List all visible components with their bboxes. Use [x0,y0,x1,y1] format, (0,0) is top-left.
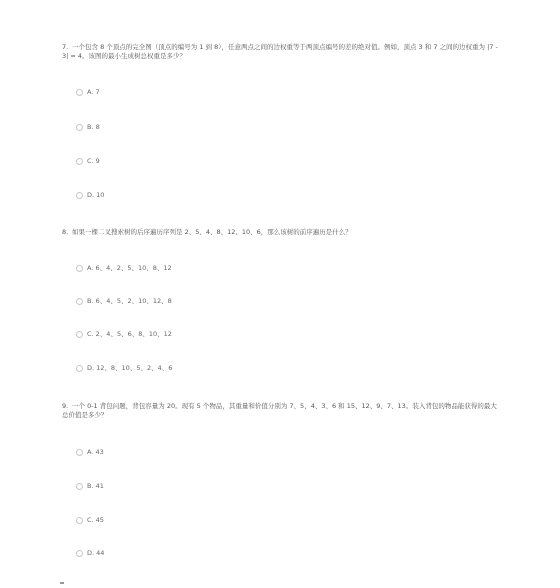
option-label: D. 12、8、10、5、2、4、6 [87,364,173,372]
question-7-text: 7. 一个包含 8 个顶点的完全图（顶点的编号为 1 到 8），任意两点之间的边权重等于两顶点编号的差的绝对值。例如，顶点 3 和 7 之间的边权重为 |7 - 3| = 4。该图的最小生成树总权重是多少？ [62,43,498,60]
option-label: D. 44 [87,549,105,557]
option-label: B. 6、4、5、2、10、12、8 [87,297,172,305]
question-8-option-c[interactable] [76,330,172,338]
radio-icon[interactable] [76,449,83,456]
option-label: C. 45 [87,516,104,524]
question-8-number: 8. [62,228,69,236]
question-8 [62,228,502,237]
question-7-option-b[interactable] [76,123,100,131]
question-7-option-a[interactable] [76,88,100,96]
question-9-text: 9. 一个 0-1 背包问题，背包容量为 20。现有 5 个物品，其重量和价值分别为 7、5、4、3、6 和 15、12、9、7、13。装入背包的物品能获得的最大总价值是多少？ [62,402,497,419]
radio-icon[interactable] [76,550,83,557]
question-7-number: 7. [62,43,69,51]
radio-icon[interactable] [76,124,83,131]
option-label: A. 6、4、2、5、10、8、12 [87,264,172,272]
divider-mark [60,582,64,584]
question-8-option-b[interactable] [76,297,172,305]
question-9-option-b[interactable] [76,482,104,490]
question-7-option-d[interactable] [76,191,104,199]
option-label: B. 8 [87,123,100,131]
question-9-option-c[interactable] [76,516,104,524]
radio-icon[interactable] [76,365,83,372]
radio-icon[interactable] [76,265,83,272]
radio-icon[interactable] [76,483,83,490]
question-9-number: 9. [62,402,69,410]
option-label: B. 41 [87,482,104,490]
radio-icon[interactable] [76,192,83,199]
question-9-option-d[interactable] [76,549,104,557]
question-9 [62,402,502,420]
question-9-option-a[interactable] [76,448,104,456]
question-7 [62,43,502,61]
radio-icon[interactable] [76,158,83,165]
question-8-option-d[interactable] [76,364,172,372]
question-7-option-c[interactable] [76,157,100,165]
question-8-option-a[interactable] [76,264,172,272]
option-label: C. 9 [87,157,100,165]
option-label: D. 10 [87,191,105,199]
option-label: C. 2、4、5、6、8、10、12 [87,330,172,338]
radio-icon[interactable] [76,298,83,305]
question-8-text: 8. 如果一棵二叉搜索树的后序遍历序列是 2、5、4、8、12、10、6，那么该树的前序遍历是什么？ [62,228,352,236]
option-label: A. 7 [87,88,100,96]
radio-icon[interactable] [76,89,83,96]
radio-icon[interactable] [76,331,83,338]
radio-icon[interactable] [76,517,83,524]
option-label: A. 43 [87,448,104,456]
